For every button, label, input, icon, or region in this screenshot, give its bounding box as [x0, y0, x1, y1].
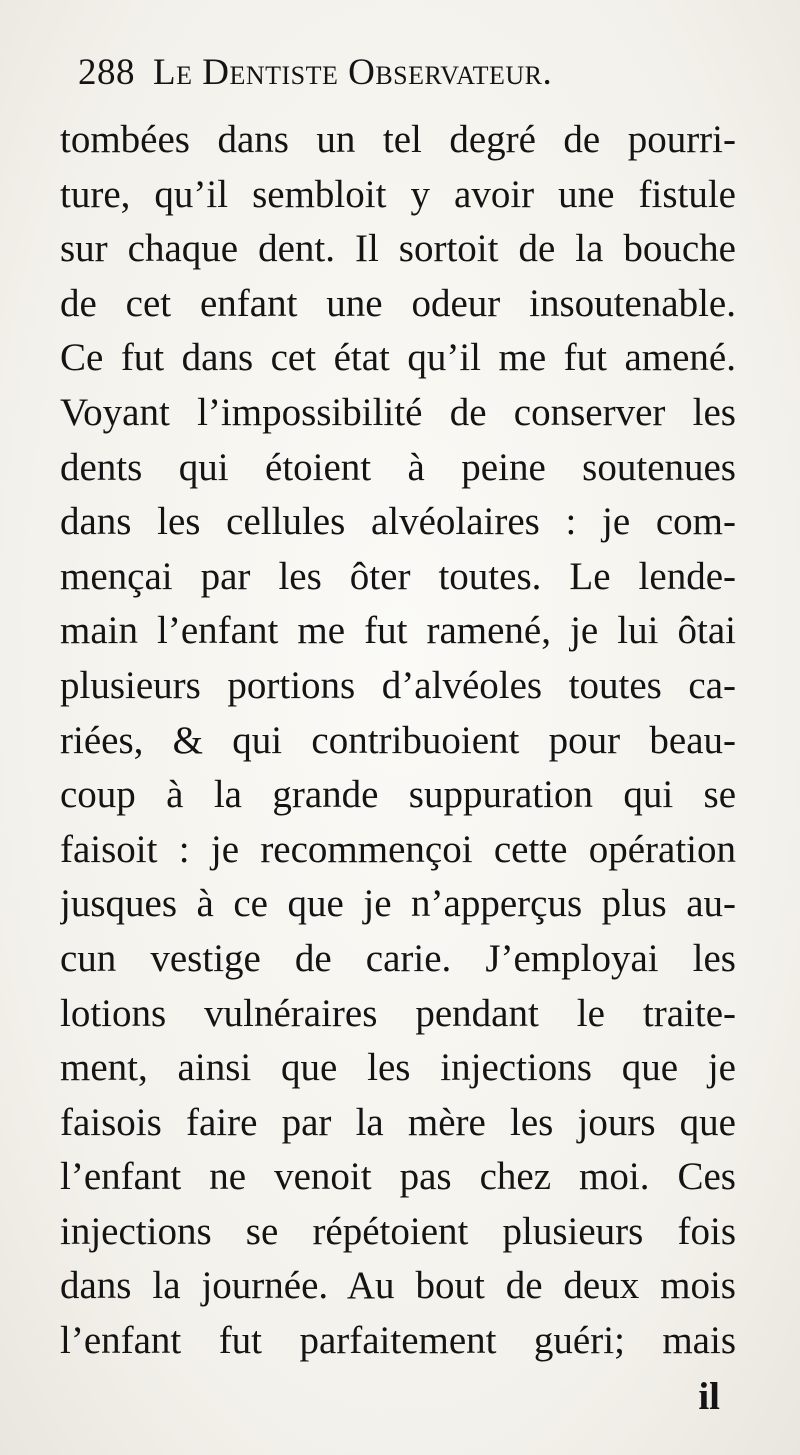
text-line: mençai par les ôter toutes. Le lende-	[60, 554, 736, 598]
text-line: lotions vulnéraires pendant le traite-	[60, 991, 736, 1035]
text-line: riées, & qui contribuoient pour beau-	[60, 718, 736, 762]
text-line: dents qui étoient à peine soutenues	[60, 445, 736, 489]
text-line: de cet enfant une odeur insoutenable.	[60, 281, 736, 325]
text-line: faisoit : je recommençoi cette opération	[60, 827, 736, 871]
text-line: ment, ainsi que les injections que je	[60, 1046, 736, 1090]
text-line: main l’enfant me fut ramené, je lui ôtai	[60, 609, 736, 653]
body-text	[60, 113, 736, 1369]
text-line: plusieurs portions d’alvéoles toutes ca-	[60, 663, 736, 707]
text-line: Ce fut dans cet état qu’il me fut amené.	[60, 336, 736, 380]
page-number: 288	[78, 52, 135, 93]
text-line: l’enfant ne venoit pas chez moi. Ces	[60, 1155, 736, 1199]
text-line: cun vestige de carie. J’employai les	[60, 936, 736, 980]
text-line: dans les cellules alvéolaires : je com-	[60, 500, 736, 544]
running-head: Le Dentiste Observateur.	[153, 52, 553, 93]
text-line: coup à la grande suppuration qui se	[60, 773, 736, 817]
text-line: tombées dans un tel degré de pourri-	[60, 118, 736, 161]
text-line: jusques à ce que je n’apperçus plus au-	[60, 882, 736, 926]
text-line: dans la journée. Au bout de deux mois	[60, 1264, 736, 1308]
text-line: ture, qu’il sembloit y avoir une fistule	[60, 172, 736, 216]
text-line: Voyant l’impossibilité de conserver les	[60, 390, 736, 434]
text-line: faisois faire par la mère les jours que	[60, 1100, 736, 1144]
text-line: injections se répétoient plusieurs fois	[60, 1209, 736, 1253]
catchword: il	[698, 1375, 720, 1418]
text-line: sur chaque dent. Il sortoit de la bouche	[60, 227, 736, 271]
page-header	[78, 48, 698, 98]
text-line: l’enfant fut parfaitement guéri; mais	[60, 1319, 736, 1363]
